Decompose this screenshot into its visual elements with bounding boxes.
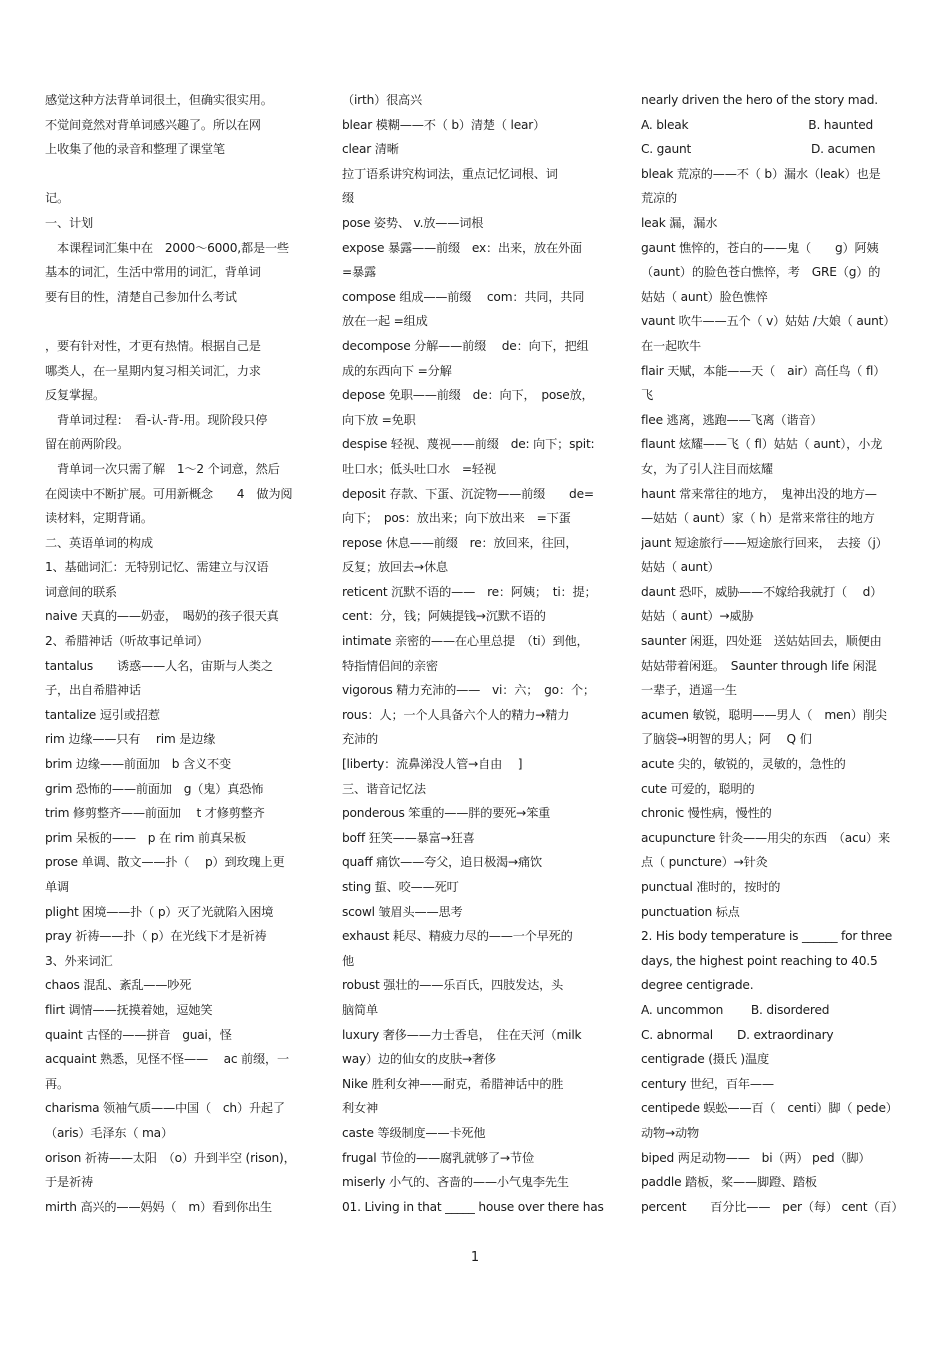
text-line: 动物→动物 — [641, 1125, 699, 1140]
text-line: miserly 小气的、吝啬的——小气鬼李先生 — [342, 1175, 569, 1190]
text-line — [45, 309, 307, 334]
text-line: robust 强壮的——乐百氏，四肢发达，头 — [342, 978, 564, 993]
text-line: 点（ puncture）→针灸 — [641, 855, 768, 870]
text-line: 词意间的联系 — [45, 584, 117, 599]
text-line: mirth 高兴的——妈妈（ m）看到你出生 — [45, 1199, 272, 1214]
text-line: 飞 — [641, 388, 653, 403]
text-line: acumen 敏锐，聪明——男人（ men）削尖 — [641, 707, 887, 722]
text-line: flirt 调情——抚摸着她，逗她笑 — [45, 1002, 213, 1017]
text-line: 2、希腊神话（听故事记单词） — [45, 634, 209, 649]
text-line: 他 — [342, 953, 354, 968]
text-line: paddle 踏板，桨——脚蹬、踏板 — [641, 1175, 817, 1190]
text-line: A. uncommon B. disordered — [641, 1002, 830, 1017]
text-line: centipede 蜈蚣——百（ centi）脚（ pede） — [641, 1101, 898, 1116]
text-line: deposit 存款、下蛋、沉淀物——前缀 de= — [342, 486, 594, 501]
text-line: 向下； pos：放出来；向下放出来 =下蛋 — [342, 511, 571, 526]
text-line: haunt 常来常往的地方， 鬼神出没的地方— — [641, 486, 877, 501]
column-middle — [342, 88, 606, 1219]
text-line: 利女神 — [342, 1101, 378, 1116]
text-line: 特指情侣间的亲密 — [342, 658, 438, 673]
text-line: 放在一起 =组成 — [342, 314, 428, 329]
text-line: pose 姿势、 v.放——词根 — [342, 215, 484, 230]
page-number: 1 — [470, 1250, 480, 1265]
text-line: 不觉间竟然对背单词感兴趣了。所以在网 — [45, 117, 261, 132]
text-line: saunter 闲逛，四处逛 送姑姑回去，顺便由 — [641, 634, 882, 649]
text-line: 拉丁语系讲究构词法，重点记忆词根、词 — [342, 166, 558, 181]
text-line: A. bleak B. haunted — [641, 117, 874, 132]
text-line: 姑姑（ aunt）脸色憔悴 — [641, 289, 768, 304]
text-line: orison 祈祷——太阳 （o）升到半空 (rison)， — [45, 1150, 296, 1165]
text-line: —姑姑（ aunt）家（ h）是常来常往的地方 — [641, 511, 875, 526]
text-line: prim 呆板的—— p 在 rim 前真呆板 — [45, 830, 246, 845]
text-line: nearly driven the hero of the story mad. — [641, 93, 878, 107]
text-line: days, the highest point reaching to 40.5 — [641, 953, 878, 968]
text-line: Nike 胜利女神——耐克，希腊神话中的胜 — [342, 1076, 564, 1091]
text-line: flee 逃离，逃跑——飞离（谐音） — [641, 412, 823, 427]
text-line: 女，为了引人注目而炫耀 — [641, 461, 773, 476]
text-line: [liberty：流鼻涕没人管→自由 ] — [342, 757, 523, 772]
text-line: compose 组成——前缀 com：共同，共同 — [342, 289, 585, 304]
text-line: 于是祈祷 — [45, 1175, 93, 1190]
text-line: punctuation 标点 — [641, 904, 740, 919]
text-line: chronic 慢性病，慢性的 — [641, 806, 772, 821]
text-line: 背单词过程： 看-认-背-用。现阶段只停 — [45, 412, 268, 427]
text-line: caste 等级制度——卡死他 — [342, 1125, 486, 1140]
text-line: C. gaunt D. acumen — [641, 142, 876, 157]
text-line: prose 单调、散文——扑（ p）到玫瑰上更 — [45, 855, 285, 870]
text-line: 基本的词汇，生活中常用的词汇，背单词 — [45, 265, 261, 280]
text-line: rim 边缘——只有 rim 是边缘 — [45, 732, 216, 747]
text-line: 本课程词汇集中在 2000～6000,都是一些 — [45, 240, 289, 255]
text-line: 子，出自希腊神话 — [45, 683, 141, 698]
text-line: 脑简单 — [342, 1002, 378, 1017]
text-line: 读材料，定期背诵。 — [45, 511, 153, 526]
text-line: tantalus 诱惑——人名，宙斯与人类之 — [45, 658, 273, 673]
text-line: brim 边缘——前面加 b 含义不变 — [45, 757, 231, 772]
text-line: frugal 节俭的——腐乳就够了→节俭 — [342, 1150, 534, 1165]
text-line: century 世纪，百年—— — [641, 1076, 774, 1091]
text-line: reticent 沉默不语的—— re：阿姨； ti：提； — [342, 584, 597, 599]
text-line: punctual 准时的，按时的 — [641, 880, 781, 894]
text-line: 三、谐音记忆法 — [342, 781, 426, 796]
text-line: grim 恐怖的——前面加 g（鬼）真恐怖 — [45, 781, 264, 796]
text-line: 向下放 =免职 — [342, 412, 416, 427]
text-line: 成的东西向下 =分解 — [342, 363, 452, 378]
text-line: 缀 — [342, 191, 354, 206]
text-line: way）边的仙女的皮肤→奢侈 — [342, 1052, 496, 1067]
text-line: （irth）很高兴 — [342, 93, 423, 107]
text-line: 二、英语单词的构成 — [45, 535, 153, 550]
text-line: luxury 奢侈——力士香皂， 住在天河（milk — [342, 1027, 582, 1042]
text-line: 充沛的 — [342, 732, 378, 747]
text-line: 反复；放回去→休息 — [342, 560, 448, 575]
text-line: degree centigrade. — [641, 978, 754, 993]
text-line — [45, 162, 307, 187]
text-line: blear 模糊——不（ b）清楚（ lear） — [342, 117, 546, 132]
text-line: quaint 古怪的——拼音 guai，怪 — [45, 1027, 232, 1042]
text-line: decompose 分解——前缀 de：向下，把组 — [342, 338, 589, 353]
text-line: 上收集了他的录音和整理了课堂笔 — [45, 142, 225, 157]
text-line: depose 免职——前缀 de：向下， pose放， — [342, 388, 594, 403]
text-line: 荒凉的 — [641, 191, 677, 206]
text-line: 在一起吹牛 — [641, 338, 701, 353]
text-line: plight 困境——扑（ p）灭了光就陷入困境 — [45, 904, 274, 919]
text-line: percent 百分比—— per（每） cent（百） — [641, 1199, 904, 1214]
text-line: 姑姑带着闲逛。 Saunter through life 闲混 — [641, 658, 877, 673]
text-line: 要有目的性，清楚自己参加什么考试 — [45, 289, 237, 304]
text-line: flair 天赋，本能——天（ air）高任鸟（ fl） — [641, 363, 886, 378]
text-line: tantalize 逗引或招惹 — [45, 707, 160, 722]
text-line: （aunt）的脸色苍白憔悴，考 GRE（g）的 — [641, 265, 881, 280]
text-line: 留在前两阶段。 — [45, 437, 129, 452]
text-line: （aris）毛泽东（ ma） — [45, 1125, 173, 1140]
text-line: cute 可爱的，聪明的 — [641, 781, 755, 796]
text-line: daunt 恐吓，威胁——不嫁给我就打（ d） — [641, 584, 883, 599]
text-line: naive 天真的——奶壶， 喝奶的孩子很天真 — [45, 609, 279, 624]
text-line: 吐口水；低头吐口水 =轻视 — [342, 461, 496, 476]
text-line: sting 蜇、咬——死叮 — [342, 880, 459, 894]
text-line: 姑姑（ aunt） — [641, 560, 720, 575]
text-line: 姑姑（ aunt）→威胁 — [641, 609, 754, 624]
text-line: acute 尖的，敏锐的，灵敏的，急性的 — [641, 757, 846, 772]
text-line: =暴露 — [342, 265, 376, 280]
text-line: biped 两足动物—— bi（两） ped（脚） — [641, 1150, 871, 1165]
text-line: 在阅读中不断扩展。可用新概念 4 做为阅 — [45, 486, 293, 501]
text-line: ，要有针对性，才更有热情。根据自己是 — [45, 338, 261, 353]
text-line: C. abnormal D. extraordinary — [641, 1027, 834, 1042]
text-line: clear 清晰 — [342, 142, 399, 157]
text-line: vaunt 吹牛——五个（ v）姑姑 /大娘（ aunt） — [641, 314, 896, 329]
text-line: 再。 — [45, 1076, 69, 1091]
text-line: scowl 皱眉头——思考 — [342, 904, 463, 919]
text-line: quaff 痛饮——夸父，追日极渴→痛饮 — [342, 855, 543, 870]
text-line: gaunt 憔悴的，苍白的——鬼（ g）阿姨 — [641, 240, 879, 255]
text-line: 记。 — [45, 191, 69, 206]
text-line: expose 暴露——前缀 ex：出来，放在外面 — [342, 240, 582, 255]
text-line: 01. Living in that _____ house over there has — [342, 1199, 604, 1214]
text-line: 一、计划 — [45, 215, 93, 230]
text-line: despise 轻视、蔑视——前缀 de: 向下；spit: — [342, 437, 595, 452]
text-line: 单调 — [45, 880, 69, 894]
text-line: acquaint 熟悉，见怪不怪—— ac 前缀，一 — [45, 1052, 290, 1067]
text-line: 2. His body temperature is ______ for three — [641, 929, 893, 944]
text-line: bleak 荒凉的——不（ b）漏水（leak）也是 — [641, 166, 881, 181]
text-line: pray 祈祷——扑（ p）在光线下才是祈祷 — [45, 929, 267, 944]
text-line: chaos 混乱、紊乱——吵死 — [45, 978, 192, 993]
text-line: leak 漏，漏水 — [641, 215, 718, 230]
text-line: 1、基础词汇：无特别记忆、需建立与汉语 — [45, 560, 269, 575]
text-line: rous：人；一个人具备六个人的精力→精力 — [342, 707, 570, 722]
text-line: 了脑袋→明智的男人；阿 Q 们 — [641, 732, 812, 747]
text-line: 反复掌握。 — [45, 388, 105, 403]
text-line: acupuncture 针灸——用尖的东西 （acu）来 — [641, 830, 891, 845]
text-line: flaunt 炫耀——飞（ fl）姑姑（ aunt），小龙 — [641, 437, 883, 452]
text-line: charisma 领袖气质——中国（ ch）升起了 — [45, 1101, 285, 1116]
text-line: centigrade (摄氏 )温度 — [641, 1052, 769, 1067]
text-line: repose 休息——前缀 re：放回来，往回， — [342, 535, 578, 550]
text-line: trim 修剪整齐——前面加 t 才修剪整齐 — [45, 806, 265, 821]
text-line: 感觉这种方法背单词很土，但确实很实用。 — [45, 93, 273, 107]
text-line: 3、外来词汇 — [45, 953, 113, 968]
text-line: ponderous 笨重的——胖的要死→笨重 — [342, 806, 551, 821]
text-line: jaunt 短途旅行——短途旅行回来， 去接（j） — [641, 535, 888, 550]
text-line: 一辈子，逍遥一生 — [641, 683, 737, 698]
text-line: vigorous 精力充沛的—— vi：六； go：个； — [342, 683, 595, 698]
text-line: exhaust 耗尽、精疲力尽的——一个早死的 — [342, 929, 573, 944]
column-left — [45, 88, 307, 1219]
text-line: 哪类人，在一星期内复习相关词汇，力求 — [45, 363, 261, 378]
column-right — [641, 88, 907, 1219]
text-line: intimate 亲密的——在心里总提 （ti）到他， — [342, 634, 589, 649]
text-line: cent：分，钱；阿姨提钱→沉默不语的 — [342, 609, 546, 624]
text-line: boff 狂笑——暴富→狂喜 — [342, 830, 475, 845]
text-line: 背单词一次只需了解 1～2 个词意，然后 — [45, 461, 280, 476]
